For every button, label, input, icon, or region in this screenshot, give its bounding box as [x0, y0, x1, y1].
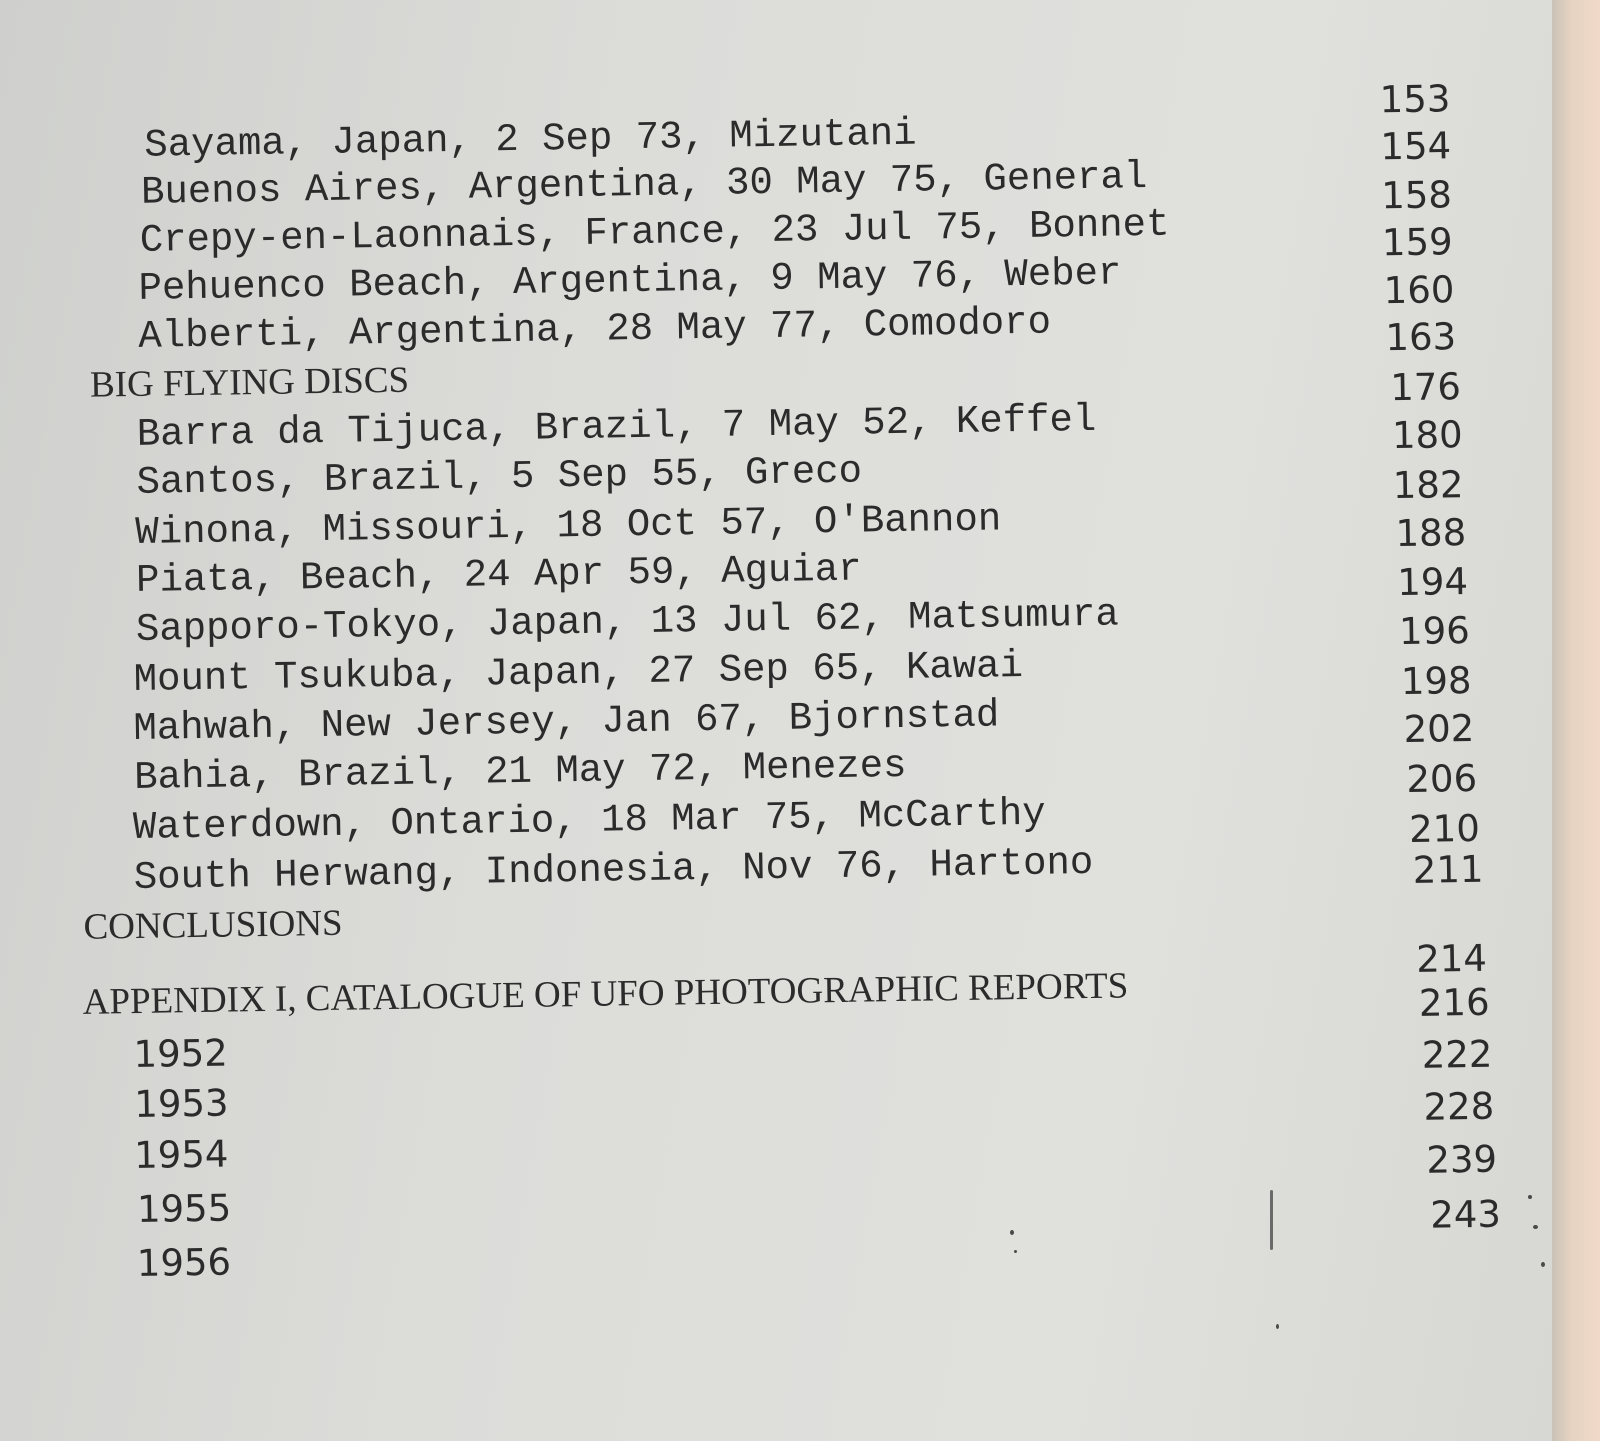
- toc-entry-title: South Herwang, Indonesia, Nov 76, Hartono: [133, 840, 1094, 901]
- toc-entry-title: Piata, Beach, 24 Apr 59, Aguiar: [135, 547, 862, 603]
- toc-entry-page: 222: [1421, 1032, 1493, 1077]
- toc-entry-title: Pehuenco Beach, Argentina, 9 May 76, Weber: [138, 251, 1122, 311]
- toc-entry-title: APPENDIX I, CATALOGUE OF UFO PHOTOGRAPHIC REPORTS: [82, 965, 1129, 1023]
- toc-entry-title: Winona, Missouri, 18 Oct 57, O'Bannon: [135, 497, 1002, 555]
- toc-entry-page: 198: [1400, 658, 1472, 704]
- toc-entry-page: 196: [1398, 608, 1471, 654]
- toc-entry-title: Buenos Aires, Argentina, 30 May 75, General: [140, 155, 1148, 215]
- ink-speck: [1014, 1250, 1017, 1253]
- toc-entry-page: 154: [1380, 124, 1452, 169]
- toc-entry-title: Alberti, Argentina, 28 May 77, Comodoro: [137, 300, 1052, 359]
- toc-entry-title: BIG FLYING DISCS: [89, 359, 410, 406]
- toc-entry-page: 182: [1392, 463, 1464, 508]
- toc-entry-page: 239: [1426, 1137, 1498, 1182]
- ink-speck: [1276, 1324, 1279, 1329]
- toc-entry-title: 1952: [133, 1031, 229, 1077]
- toc-entry-page: 214: [1415, 936, 1488, 981]
- toc-entry-title: 1954: [133, 1132, 229, 1178]
- toc-entry-page: 180: [1391, 413, 1463, 458]
- ink-speck: [1533, 1225, 1538, 1229]
- toc-entry-page: 176: [1389, 365, 1462, 410]
- toc-entry-title: Mount Tsukuba, Japan, 27 Sep 65, Kawai: [133, 644, 1024, 702]
- toc-entry-page: 216: [1418, 980, 1490, 1025]
- toc-entry-title: Waterdown, Ontario, 18 Mar 75, McCarthy: [132, 791, 1047, 851]
- toc-entry-page: 211: [1412, 847, 1484, 892]
- toc-entry-title: Santos, Brazil, 5 Sep 55, Greco: [136, 449, 863, 505]
- toc-entry-title: Mahwah, New Jersey, Jan 67, Bjornstad: [133, 693, 1000, 751]
- toc-entry-page: 188: [1395, 511, 1467, 556]
- toc-entry-page: 158: [1380, 173, 1453, 218]
- toc-entry-title: Sapporo-Tokyo, Japan, 13 Jul 62, Matsumura: [135, 592, 1120, 652]
- toc-entry-title: Crepy-en-Laonnais, France, 23 Jul 75, Bonnet: [139, 202, 1170, 263]
- toc-entry-page: 202: [1403, 706, 1475, 752]
- toc-entry-page: 159: [1381, 220, 1453, 265]
- toc-entry-page: 160: [1383, 268, 1455, 313]
- toc-entry-page: 153: [1379, 77, 1451, 122]
- ink-speck: [1528, 1195, 1532, 1199]
- toc-entry-page: 163: [1385, 315, 1457, 360]
- toc-entry-page: 228: [1423, 1084, 1495, 1129]
- toc-entry-page: 243: [1429, 1192, 1502, 1237]
- toc-entry-title: 1956: [136, 1240, 232, 1286]
- toc-entry-title: Bahia, Brazil, 21 May 72, Menezes: [133, 743, 907, 800]
- toc-entry-page: 206: [1406, 756, 1478, 802]
- toc-entry-page: 210: [1408, 806, 1481, 851]
- toc-entry-title: 1955: [136, 1186, 232, 1231]
- toc-entry-title: Barra da Tijuca, Brazil, 7 May 52, Keffel: [136, 397, 1097, 457]
- toc-entry-title: 1953: [134, 1081, 229, 1127]
- toc-entry-page: 194: [1396, 560, 1469, 605]
- ink-speck: [1541, 1262, 1545, 1267]
- toc-entry-title: CONCLUSIONS: [83, 902, 343, 948]
- ink-speck: [1270, 1190, 1273, 1250]
- toc-entry-title: Sayama, Japan, 2 Sep 73, Mizutani: [143, 111, 917, 168]
- ink-speck: [1010, 1230, 1014, 1235]
